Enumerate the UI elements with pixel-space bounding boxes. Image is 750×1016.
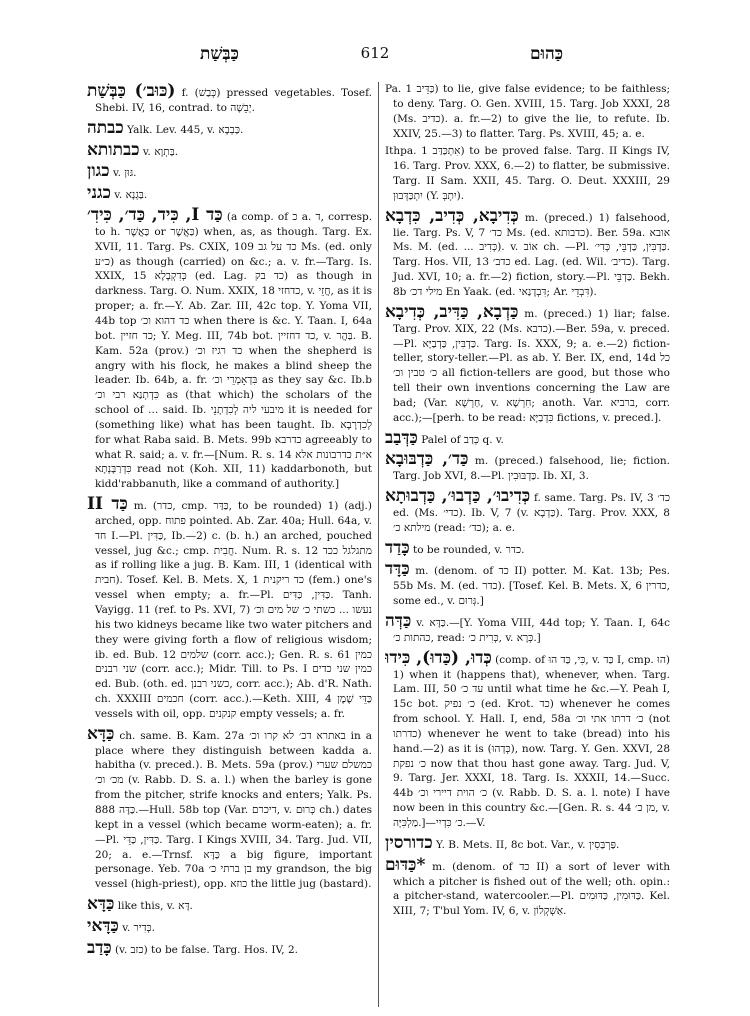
entry-definition: f. (כְּבַשׁ) pressed vegetables. Tosef. Shebi. IV, 16, contrad. to יְבֵשָׁה.	[95, 87, 372, 114]
dictionary-entry	[385, 450, 670, 484]
entry-headword: כבתה	[87, 117, 124, 138]
entry-definition: (a comp. of כ a. ד, corresp. to h. כַּאֲשֶׁר or כַּאֲשֶׁר) when, as, as though. Targ. Ex. XVII, 11. Targ. Ps. CXIX, 109 כד על גב Ms. (ed. only כ״ע) as though (carried) on &c.; a. v. fr.—Targ. Is. XXIX, 15 כְּדִקְבָלָא (ed. Lag. כד בק) as though in darkness. Targ. O. Num. XXIX, 18 כדחזי, v. חֲזֵי, as it is proper; a. fr.—Y. Ab. Zar. III, 42c top. Y. Yoma VII, 44b top כד דהוא וכ׳ when there is &c. Y. Taan. I, 64a bot. כד חזיין; Y. Meg. III, 74b bot. כד דחזיין, v. בַּהֲר. B. Kam. 52a (prov.) כד רגיז וכ׳ when the shepherd is angry with his flock, he makes a blind sheep the leader. Ib. 64b, a. fr. בִּדְאָמְרֵי וכ׳ as they say &c. Ib.b כִּדְתְנַא רבי וכ׳ as (that which) the scholars of the school of ... said. Ib. מיבעי ליה לְכִדְתָנֵי it is needed for (something like) what has been taught. Ib. לְכִדְרָבָא for what Raba said. B. Mets. 99b כדרבא agreeably to what R. said; a. v. fr.—[Num. R. s. 14 א״ת כדרבונות אלא כִּדְרַבָּנְתָא read not (Koh. XII, 11) kaddarbonoth, but kidd'rabbanuth, like a command of authority.]	[95, 211, 372, 491]
page-number: 612	[360, 44, 390, 62]
entry-headword: כַּדְּה	[385, 611, 412, 631]
entry-headword: כַּד I, כִּיד, כַּד׳, כִּידִ׳	[87, 205, 223, 226]
entry-headword: כְּדִיבָא, כְּדִיב, כִּדְבָא	[385, 205, 519, 226]
dictionary-entry	[87, 82, 372, 116]
dictionary-entry	[385, 303, 670, 426]
dictionary-entry	[385, 649, 670, 831]
header-left-word: כַּבְּשַׁת	[200, 44, 239, 64]
dictionary-entry	[87, 939, 372, 958]
entry-headword: כְּדִיבוּ׳, כַּדְבוּ׳, כַּדְבוּתָא	[385, 486, 531, 507]
header-right-word: כַּהוּם	[530, 44, 564, 64]
entry-headword: כָּדַב	[87, 937, 112, 958]
right-column	[385, 82, 670, 1007]
dictionary-entry	[385, 429, 670, 448]
entry-definition: ch. same. B. Kam. 27a באתרא דכ׳ לא קרו וכ׳ in a place where they distinguish between kadda a. habitha (v. preced.). B. Mets. 59a (prov.) כמשלם שערי מכ׳ וכ׳ (v. Rabb. D. S. a. l.) when the barley is gone from the pitcher, strife knocks and enters; Yalk. Ps. 888 כַּדָּה.—Hull. 58b top (Var. דיכרם, v. כְּרוּם ch.) dates kept in a vessel (which became worm-eaten); a. fr.—Pl. כַּדִּין, כַּדֵּי. Targ. I Kings XVIII, 34. Targ. Jud. VII, 20; a. e.—Trnsf. כַּדָּא a big figure, important personage. Yeb. 70a בן ברתי כ׳ my grandson, the big vessel (high-priest), opp. כוזא the little jug (bastard).	[95, 729, 372, 891]
entry-headword: כַּד II	[87, 494, 128, 515]
entry-definition: Yalk. Lev. 445, v. כַּבְבָא.	[127, 123, 244, 136]
entry-definition: m. (denom. of כד II) potter. M. Kat. 13b; Pes. 55b Ms. M. (ed. כדר). [Tosef. Kel. B. Mets. X, 6 כדרין, some ed., v. גְּרוּם.]	[393, 565, 670, 608]
dictionary-entry	[87, 725, 372, 892]
dictionary-entry	[87, 917, 372, 936]
entry-headword: כַּדָּאי	[87, 915, 119, 936]
dictionary-entry	[87, 141, 372, 160]
entry-definition: m. (כדר, cmp. כַּדַּר, to be rounded) 1) (adj.) arched, opp. פתוח pointed. Ab. Zar. 40a; Hull. 64a, v. חד I.—Pl. כַּדִּין, Ib.—2) c. (b. h.) an arched, pouched vessel, jug &c.; cmp. חֲבִית. Num. R. s. 12 מתגלגל ככד as if rolling like a jug. B. Kam. III, 1 (identical with חבית). Tosef. Kel. B. Mets. X, 1 כד ריקנית (fem.) one's vessel when empty; a. fr.—Pl. כַּדִּין, כַּדִּים. Tanh. Vayigg. 11 (ref. to Ps. XVI, 7) נעשו ... כשתי כ׳ של מים וכ׳ his two kidneys became like two water pitchers and they were giving forth a flow of religious wisdom; ib. ed. Bub. 12 שלמים (corr. acc.); Gen. R. s. 61 כמין שני רבנים (corr. acc.); Midr. Till. to Ps. I כמין שני כדים ed. Bub. (oth. ed. כשני רבנן, corr. acc.); Ab. d'R. Nath. ch. XXXIII חכמים (corr. acc.).—Keth. XIII, 4 כַּדֵּי שֶׁמֶן vessels with oil, opp. קנקנים empty vessels; a. fr.	[95, 500, 372, 720]
entry-headword: כדורסין	[385, 832, 433, 853]
entry-definition: Y. B. Mets. II, 8c bot. Var., v. פַּרְבַּסִין.	[436, 838, 620, 851]
dictionary-entry	[385, 612, 670, 646]
dictionary-entry	[87, 119, 372, 138]
entry-definition: (v. כזב) to be false. Targ. Hos. IV, 2.	[115, 943, 298, 956]
entry-definition: v. כְּדִיר.	[122, 921, 156, 934]
entry-definition: m. (preced.) 1) liar; false. Targ. Prov. XIX, 22 (Ms. כדבא).—Ber. 59a, v. preced.—Pl. כַּדְבִּין, כַּדְבַיָּא. Targ. Is. XXX, 9; a. e.—2) fiction-teller, story-teller.—Pl. as ab. Y. Ber. IX, end, 14d כל כ׳ טבין וכ׳ all fiction-tellers are good, but those who tell their own inventions concerning the Law are bad; (Var. חַרְשָׁא, v. חִרְשָׁא; anoth. Var. ברביא, corr. acc.);—[perh. to be read: כִּדְבַיָּא fictions, v. preced.].	[393, 307, 670, 424]
entry-headword: *כַּדּוּם	[385, 854, 426, 875]
entry-definition: v. גּוּן.	[112, 167, 137, 180]
dictionary-entry	[87, 162, 372, 181]
entry-definition: v. בַּתְוָא.	[142, 145, 179, 158]
dictionary-entry	[87, 895, 372, 914]
dictionary-entry	[385, 560, 670, 609]
dictionary-entry	[385, 487, 670, 536]
entry-definition: Pa. כַּדֵּיב 1) to lie, give false evidence; to be faithless; to deny. Targ. O. Gen. XVIII, 15. Targ. Job XXXI, 28 (Ms. כדיב). a. fr.—2) to give the lie, to refute. Ib. XXIV, 25.—3) to flatter. Targ. Ps. XVIII, 45; a. e.	[385, 83, 670, 140]
page-header	[0, 44, 750, 68]
entry-headword: כַּדְּבַב	[385, 427, 418, 448]
dictionary-entry	[385, 82, 670, 141]
entry-definition: (comp. of כִּי, כַּד הוּ, v. כַּד I, cmp. הוּ) 1) when it (happens that), whenever, when. Targ. Lam. III, 50 עד כ׳ until what time he &c.—Y. Peah I, 15c bot. כ׳ נפיק (ed. Krot. כד) whenever he comes from school. Y. Hall. I, end, 58a כ׳ דרתו אתי וכ׳ (not כדרתו) whenever he went to take (bread) into his hand.—2) as it is (כְּדְהוּ), now. Targ. Y. Gen. XXVI, 28 כ׳ נפקת now that thou hast gone away. Targ. Jud. V, 9. Targ. Jer. XXXI, 18. Targ. Is. XXXII, 14.—Succ. 44b כ׳ הוית דיירי וכ׳ (v. Rabb. D. S. a. l. note) I have now been in this country &c.—[Gen. R. s. 44 מן כ׳, v. מַלְכִּיָּה.]—כ׳ כִּדְיִי.—V.	[393, 653, 670, 829]
dictionary-entry	[385, 207, 670, 300]
entry-headword: כַּדָּד	[385, 559, 410, 580]
dictionary-entry	[87, 495, 372, 722]
entry-headword: כגון	[87, 161, 110, 182]
entry-definition: v. כַּדָּא.—[Y. Yoma VIII, 44d top; Y. Taan. I, 64c כהתות כ׳, read: כְּרִית כ׳, v. כְּרָא.]	[393, 617, 670, 644]
dictionary-entry	[385, 144, 670, 203]
entry-definition: m. (denom. of כד II) a sort of lever with which a pitcher is fished out of the well; oth. opin.: a pitcher-stand, watercooler.—Pl. כַּדּוּמִין, כַּדּוּמִים. Kel. XIII, 7; T'bul Yom. IV, 6, v. אַשְׁקְלוֹן.	[393, 860, 670, 918]
dictionary-entry	[87, 184, 372, 203]
column-divider	[378, 82, 379, 1007]
dictionary-entry	[385, 539, 670, 558]
dictionary-entry	[385, 834, 670, 853]
dictionary-entry	[87, 206, 372, 492]
entry-headword: כַּדָּא	[87, 723, 115, 744]
left-column	[87, 82, 372, 1007]
entry-headword: כַּד׳, כַּדְבּוּבָא	[385, 449, 469, 470]
entry-headword: כָּדַד	[385, 537, 410, 558]
entry-definition: v. בַּגְנָא.	[114, 189, 148, 202]
entry-headword: כבתותא	[87, 139, 140, 160]
entry-definition: m. (preced.) 1) falsehood, lie. Targ. Ps. V, 7 כד׳ Ms. (ed. כדבותא). Ber. 59a. אובא Ms. M. (ed. ... כְּדִיב). v. אוֹב ch. —Pl. כַּדְבִּין, כַּדְבֵּי, כְּדִי׳. Targ. Hos. VII, 13 כדב׳ ed. Lag. (ed. Wil. כדיב׳). Targ. Jud. XVI, 10; a. fr.—2) fiction, story.—Pl. כַּדְבֵּי. Bekh. 8b מילי דכ׳ En Yaak. (ed. דִּבְדָנַאי; Ar. דִּבְדֵי).	[393, 211, 670, 298]
dictionary-entry	[385, 856, 670, 919]
entry-definition: to be rounded, v. כדר.	[413, 543, 525, 556]
entry-headword: כַּדָּא	[87, 894, 115, 915]
entry-headword: כגני	[87, 183, 111, 204]
entry-headword: כְּדוּ, (כַּדוּ), כִּידוּ	[385, 647, 492, 668]
entry-definition: f. same. Targ. Ps. IV, 3 כד׳ ed. (Ms. כדי׳). Ib. V, 7 (v. כַּדְבָא). Targ. Prov. XXX, 8 מילתא כ׳ (read: כד׳); a. e.	[393, 492, 670, 534]
entry-definition: m. (preced.) falsehood, lie; fiction. Targ. Job XVI, 8.—Pl. כַּדְבּוּבִין. Ib. XI, 3.	[393, 455, 670, 483]
entry-headword: (כּוּב׳) כַּבְּשַׁת	[87, 82, 176, 101]
entry-definition: Palel of כְּדַב q. v.	[421, 433, 504, 446]
entry-definition: Ithpa. אִתְכַּדַּב 1) to be proved false. Targ. II Kings IV, 16. Targ. Prov. XXX, 6.—2) to flatter, be submissive. Targ. II Sam. XXII, 45. Targ. O. Deut. XXXIII, 29 יִתְכַּדְּבוּן (Y. יִתְבְּ).	[385, 145, 670, 202]
entry-definition: like this, v. דָּא.	[117, 900, 193, 913]
entry-headword: כַּדְבָא, כַּדִּיב, כְּדִיבָא	[385, 301, 519, 322]
